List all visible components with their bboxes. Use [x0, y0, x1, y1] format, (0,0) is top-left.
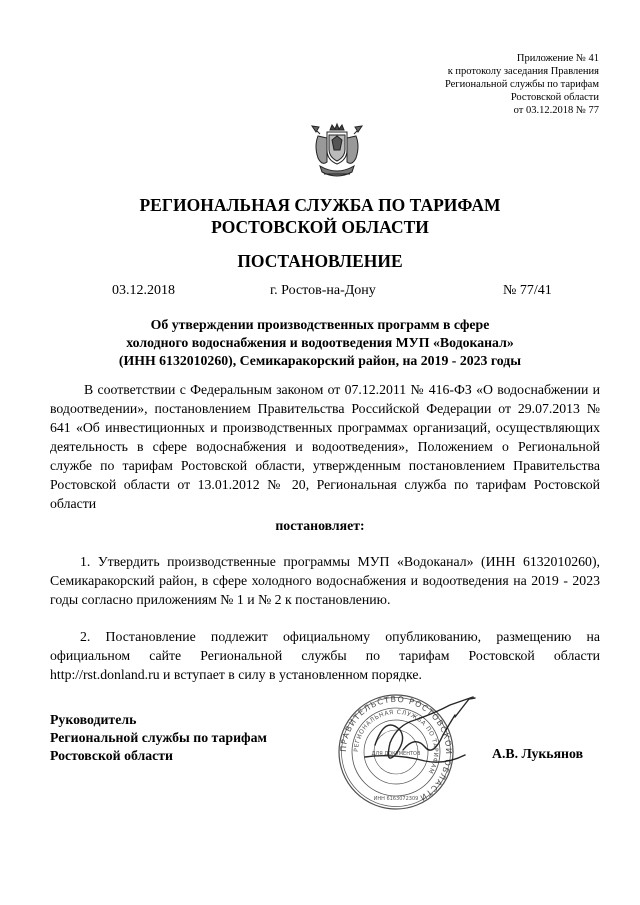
document-date: 03.12.2018 — [112, 283, 175, 298]
coat-of-arms-icon — [310, 122, 364, 184]
subject-line: холодного водоснабжения и водоотведения МУП «Водоканал» — [126, 335, 514, 350]
appendix-note — [445, 52, 599, 117]
subject-line: Об утверждении производственных программ в сфере — [150, 317, 490, 332]
appendix-line: Приложение № 41 — [516, 53, 599, 64]
document-number: № 77/41 — [503, 283, 552, 298]
resolution-item-1: 1. Утвердить производственные программы МУП «Водоканал» (ИНН 6132010260), Семикаракорский район, в сфере холодного водоснабжения и водоотведения на 2019 - 2023 годы согласно приложениям № 1 и № 2 к постановлению. — [50, 554, 600, 607]
org-line: РОСТОВСКОЙ ОБЛАСТИ — [211, 217, 429, 237]
appendix-line: Региональной службы по тарифам — [444, 79, 599, 90]
resolves-heading: постановляет: — [275, 518, 365, 533]
organization-name — [0, 194, 640, 238]
document-city: г. Ростов-на-Дону — [270, 283, 376, 298]
svg-text:ИНН 6163072309: ИНН 6163072309 — [373, 796, 419, 802]
document-subject — [60, 316, 580, 370]
svg-text:ПРАВИТЕЛЬСТВО РОСТОВСКОЙ ОБЛАС: ПРАВИТЕЛЬСТВО РОСТОВСКОЙ ОБЛАСТИ — [338, 694, 454, 803]
appendix-line: Ростовской области — [510, 92, 599, 103]
subject-line: (ИНН 6132010260), Семикаракорский район, на 2019 - 2023 годы — [118, 353, 522, 368]
resolution-item-2: 2. Постановление подлежит официальному опубликованию, размещению на официальном сайте Региональной службы по тарифам Ростовской области http://rst.donland.ru и вступает в силу в установленном порядке. — [50, 629, 600, 682]
appendix-line: к протоколу заседания Правления — [447, 66, 599, 77]
signer-title — [50, 711, 267, 765]
signature-icon — [352, 695, 485, 785]
svg-text:РЕГИОНАЛЬНАЯ СЛУЖБА ПО ТАРИФАМ: РЕГИОНАЛЬНАЯ СЛУЖБА ПО ТАРИФАМ — [352, 708, 440, 775]
document-type: ПОСТАНОВЛЕНИЕ — [237, 251, 403, 271]
svg-text:ДЛЯ ДОКУМЕНТОВ: ДЛЯ ДОКУМЕНТОВ — [371, 751, 421, 757]
signer-title-line: Руководитель — [50, 712, 137, 727]
org-line: РЕГИОНАЛЬНАЯ СЛУЖБА ПО ТАРИФАМ — [139, 195, 501, 215]
preamble-paragraph: В соответствии с Федеральным законом от 07.12.2011 № 416-ФЗ «О водоснабжении и водоотведении», постановлением Правительства Российской Федерации от 29.07.2013 № 641 «Об инвестиционных и производственных программах организаций, осуществляющих деятельность в сфере водоснабжения и водоотведения», Положением о Региональной службе по тарифам Ростовской области, утвержденным постановлением Правительства Ростовской области от 13.01.2012 № 20, Региональная служба по тарифам Ростовской области — [50, 382, 600, 511]
signer-title-line: Региональной службы по тарифам — [50, 730, 267, 745]
appendix-line: от 03.12.2018 № 77 — [513, 105, 599, 116]
signer-name: А.В. Лукьянов — [492, 746, 584, 761]
signer-title-line: Ростовской области — [50, 748, 174, 763]
